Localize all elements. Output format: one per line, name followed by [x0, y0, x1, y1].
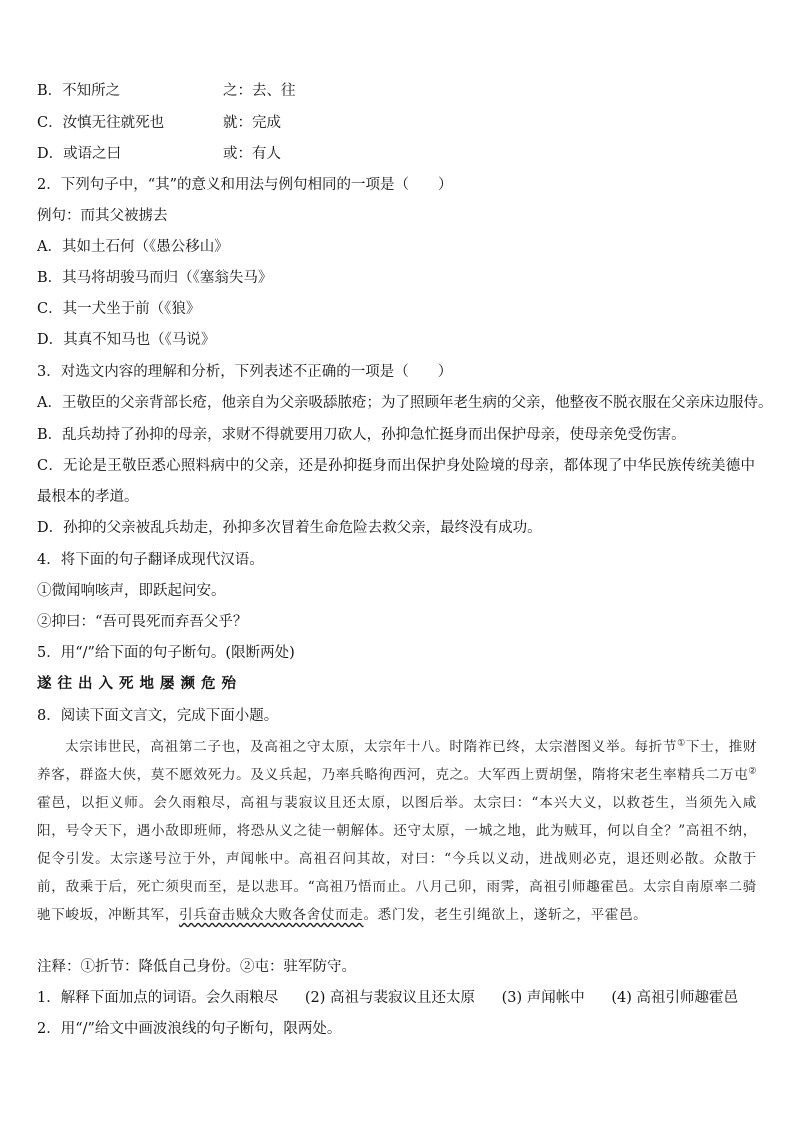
passage-text-4: 。悉门发，老生引绳欲上，遂斩之，平霍邑。 [363, 907, 648, 923]
passage-text-1: 太宗讳世民，高祖第二子也，及高祖之守太原，太宗年十八。时隋祚已终，太宗潜图义举。每折节 [65, 739, 678, 755]
q1-option-b-text: B．不知所之 [37, 83, 121, 99]
q2-stem: 2．下列句子中，“其”的意义和用法与例句相同的一项是（ ） [37, 177, 453, 193]
sub-question-1 [37, 988, 754, 1008]
section8-stem: 8．阅读下面文言文，完成下面小题。 [37, 708, 279, 724]
q1-option-b [37, 81, 754, 101]
q2-option-a: A．其如土石何（《愚公移山》 [37, 239, 229, 255]
q3-option-a: A．王敬臣的父亲背部长疮，他亲自为父亲吸舔脓疮；为了照顾年老生病的父亲，他整夜不脱衣服在父亲床边服侍。 [37, 395, 773, 411]
passage-text-2: 下士，推财养客，群盗大侠，莫不愿效死力。及义兵起，乃率兵略徇西河，克之。大军西上贾胡堡，隋将宋老生率精兵二万屯 [37, 739, 758, 783]
sub-question-1-stem: 1．解释下面加点的词语。会久雨粮尽 [37, 990, 279, 1006]
passage-notes: 注释：①折节：降低自己身份。②屯：驻军防守。 [37, 959, 356, 975]
q3-option-c: C．无论是王敬臣悉心照料病中的父亲，还是孙抑挺身而出保护身处险境的母亲，都体现了中华民族传统美德中最根本的孝道。 [37, 458, 755, 505]
classical-passage [37, 733, 757, 929]
q5-sentence: 遂往出入死地屡濒危殆 [37, 675, 242, 692]
q1-option-d-text: D．或语之曰 [37, 146, 122, 162]
q1-option-d-gloss: 或：有人 [223, 146, 281, 162]
q4-sentence-1: ①微闻响咳声，即跃起问安。 [37, 583, 226, 599]
q4-stem: 4．将下面的句子翻译成现代汉语。 [37, 552, 264, 568]
q2-option-c: C．其一犬坐于前（《狼》 [37, 301, 201, 317]
q5-stem: 5．用“/”给下面的句子断句。(限断两处) [37, 645, 295, 661]
passage-text-3: 霍邑，以拒义师。会久雨粮尽，高祖与裴寂议且还太原，以图后举。太宗曰：“本兴大义，以救苍生，当须先入咸阳，号令天下，遇小敌即班师，将恐从义之徒一朝解体。还守太原，一城之地，此为贼耳，何以自全？”高祖不纳，促令引发。太宗遂号泣于外，声闻帐中。高祖召问其故，对曰：“今兵以义动，进战则必克，退还则必散。众散于前，敌乘于后，死亡须臾而至，是以悲耳。“高祖乃悟而止。八月己卯，雨霁，高祖引师趣霍邑。太宗自南原率二骑驰下峻坂，冲断其军， [37, 795, 757, 923]
sub-question-1-item-4: (4) 高祖引师趣霍邑 [611, 990, 739, 1006]
q2-example: 例句：而其父被掳去 [37, 208, 168, 224]
wavy-underlined-sentence: 引兵奋击贼众大败各舍仗而走 [178, 907, 364, 923]
q1-option-c-gloss: 就：完成 [223, 115, 281, 131]
q3-stem: 3．对选文内容的理解和分析，下列表述不正确的一项是（ ） [37, 364, 453, 380]
sub-question-1-item-3: (3) 声闻帐中 [501, 990, 585, 1006]
q1-option-c-text: C．汝慎无往就死也 [37, 115, 165, 131]
q1-option-c [37, 113, 754, 133]
note-mark-2: ② [748, 766, 757, 777]
q1-option-b-gloss: 之：去、往 [223, 83, 296, 99]
q4-sentence-2: ②抑曰：“吾可畏死而弃吾父乎？ [37, 614, 248, 630]
passage-paragraph [37, 733, 757, 929]
note-mark-1: ① [677, 738, 686, 749]
q2-option-d: D．其真不知马也（《马说》 [37, 332, 216, 348]
q1-option-d [37, 144, 754, 164]
q2-option-b: B．其马将胡骏马而归（《塞翁失马》 [37, 270, 273, 286]
q3-option-b: B．乱兵劫持了孙抑的母亲，求财不得就要用刀砍人，孙抑急忙挺身而出保护母亲，使母亲免受伤害。 [37, 427, 686, 443]
sub-question-2: 2．用“/”给文中画波浪线的句子断句，限两处。 [37, 1021, 342, 1037]
sub-question-1-item-2: (2) 高祖与裴寂议且还太原 [304, 990, 475, 1006]
q3-option-d: D．孙抑的父亲被乱兵劫走，孙抑多次冒着生命危险去救父亲，最终没有成功。 [37, 520, 542, 536]
